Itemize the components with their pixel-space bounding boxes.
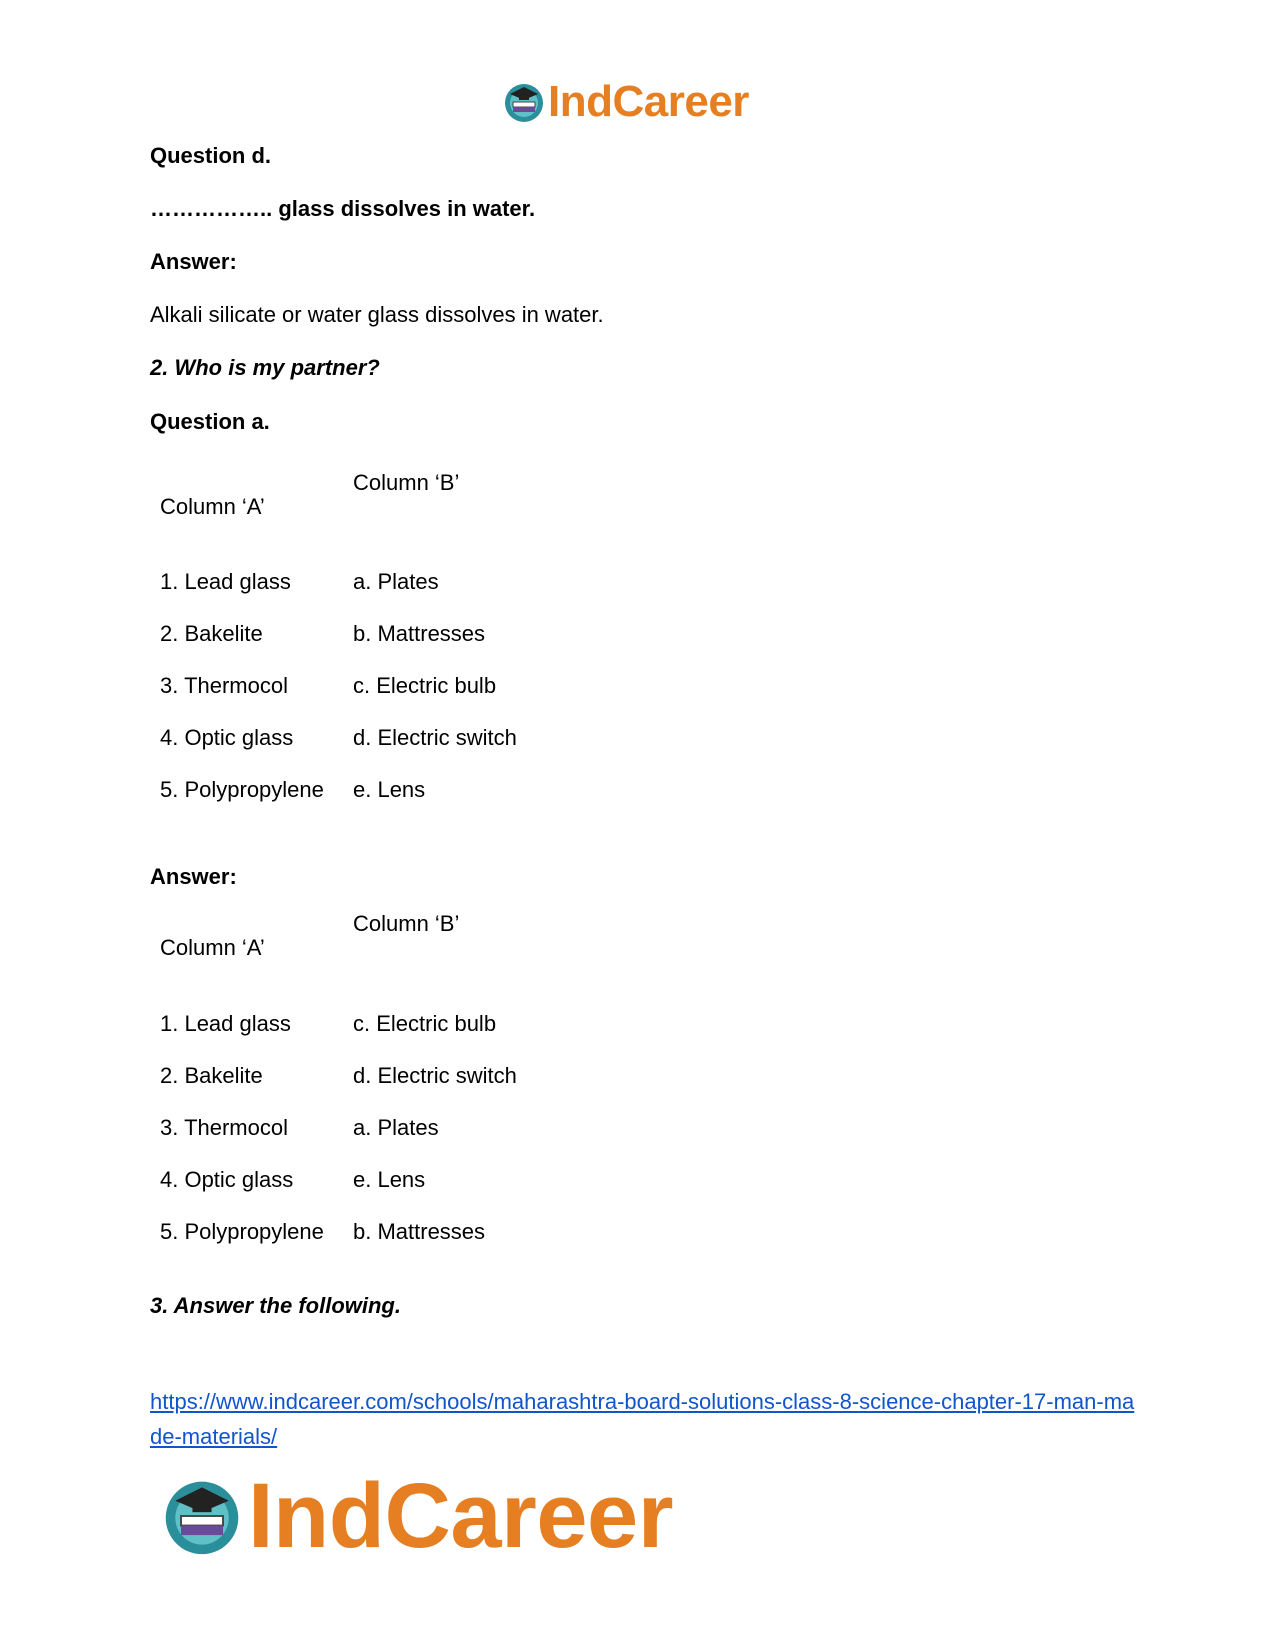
- column-b-cell: d. Electric switch: [353, 725, 517, 750]
- column-a-cell: 3. Thermocol: [160, 1115, 288, 1140]
- section-2-heading: 2. Who is my partner?: [150, 355, 380, 380]
- column-a-cell: 4. Optic glass: [160, 725, 294, 750]
- column-b-cell: d. Electric switch: [353, 1063, 517, 1088]
- column-b-cell: e. Lens: [353, 777, 426, 802]
- logo-text: IndCareer: [548, 77, 749, 126]
- column-a-cell: 4. Optic glass: [160, 1167, 294, 1192]
- question-d-text: …………….. glass dissolves in water.: [150, 196, 536, 221]
- column-a-cell: 3. Thermocol: [160, 673, 288, 698]
- column-a-cell: 5. Polypropylene: [160, 777, 324, 802]
- column-a-cell: 2. Bakelite: [160, 621, 263, 646]
- column-a-cell: 5. Polypropylene: [160, 1219, 324, 1244]
- column-b-header: Column ‘B’: [353, 911, 460, 936]
- column-b-cell: a. Plates: [353, 1115, 439, 1140]
- column-a-header: Column ‘A’: [160, 494, 265, 519]
- question-d-label: Question d.: [150, 143, 271, 168]
- header-logo: [502, 77, 749, 126]
- answer-label: Answer:: [150, 249, 237, 274]
- logo-text: IndCareer: [248, 1465, 673, 1567]
- column-a-cell: 2. Bakelite: [160, 1063, 263, 1088]
- column-b-cell: b. Mattresses: [353, 621, 486, 646]
- column-b-cell: e. Lens: [353, 1167, 426, 1192]
- column-a-cell: 1. Lead glass: [160, 569, 291, 594]
- column-b-cell: a. Plates: [353, 569, 439, 594]
- column-b-header: Column ‘B’: [353, 470, 460, 495]
- column-a-cell: 1. Lead glass: [160, 1011, 291, 1036]
- column-b-cell: c. Electric bulb: [353, 1011, 497, 1036]
- question-a-label: Question a.: [150, 409, 270, 434]
- column-a-header: Column ‘A’: [160, 935, 265, 960]
- section-3-heading: 3. Answer the following.: [150, 1293, 401, 1318]
- source-link[interactable]: https://www.indcareer.com/schools/maharashtra-board-solutions-class-8-science-chapter-17-man-made-materials/: [150, 1389, 1135, 1449]
- answer-label: Answer:: [150, 864, 237, 889]
- footer-logo: [160, 1465, 673, 1567]
- graduation-globe-icon: [160, 1474, 244, 1558]
- graduation-globe-icon: [502, 80, 546, 124]
- answer-d-text: Alkali silicate or water glass dissolves in water.: [150, 302, 604, 327]
- column-b-cell: c. Electric bulb: [353, 673, 497, 698]
- column-b-cell: b. Mattresses: [353, 1219, 486, 1244]
